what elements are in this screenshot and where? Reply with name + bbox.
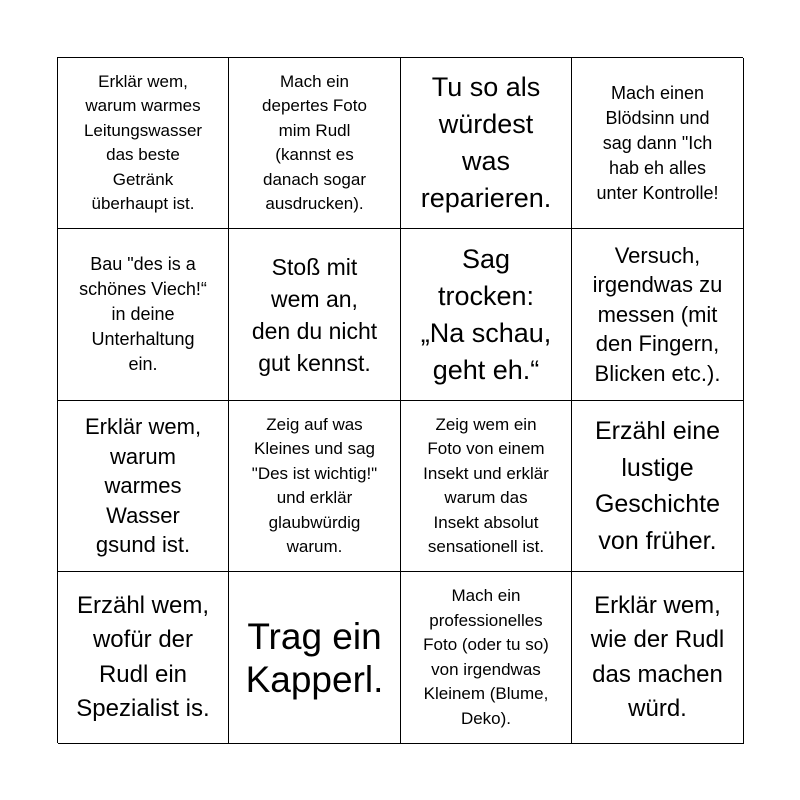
bingo-cell-text: Versuch, irgendwas zu messen (mit den Fingern, Blicken etc.).: [592, 242, 723, 386]
bingo-cell-5[interactable]: [58, 229, 229, 401]
bingo-cell-text: Erklär wem, warum warmes Wasser gsund ist.: [84, 414, 202, 558]
bingo-cell-11[interactable]: [401, 401, 572, 572]
bingo-cell-text: Sag trocken: „Na schau, geht eh.“: [420, 243, 552, 385]
bingo-cell-text: Mach einen Blödsinn und sag dann "Ich hab eh alles unter Kontrolle!: [596, 82, 719, 203]
bingo-cell-14[interactable]: [229, 572, 401, 744]
bingo-cell-12[interactable]: [572, 401, 744, 572]
bingo-cell-text: Tu so als würdest was reparieren.: [420, 72, 552, 213]
bingo-cell-6[interactable]: [229, 229, 401, 401]
bingo-cell-1[interactable]: [58, 58, 229, 229]
bingo-cell-9[interactable]: [58, 401, 229, 572]
bingo-cell-text: Stoß mit wem an, den du nicht gut kennst.: [251, 253, 378, 376]
bingo-cell-3[interactable]: [401, 58, 572, 229]
bingo-cell-text: Mach ein professionelles Foto (oder tu so) von irgendwas Kleinem (Blume, Deko).: [423, 586, 549, 728]
bingo-cell-text: Mach ein depertes Foto mim Rudl (kannst es danach sogar ausdrucken).: [262, 71, 367, 213]
bingo-cell-text: Erklär wem, wie der Rudl das machen würd.: [590, 591, 725, 722]
bingo-cell-text: Zeig auf was Kleines und sag "Des ist wichtig!" und erklär glaubwürdig warum.: [251, 414, 378, 556]
bingo-cell-13[interactable]: [58, 572, 229, 744]
bingo-cell-16[interactable]: [572, 572, 744, 744]
bingo-cell-2[interactable]: [229, 58, 401, 229]
bingo-cell-8[interactable]: [572, 229, 744, 401]
bingo-cell-text: Bau "des is a schönes Viech!“ in deine Unterhaltung ein.: [79, 254, 207, 374]
bingo-board: [57, 57, 743, 743]
bingo-cell-7[interactable]: [401, 229, 572, 401]
bingo-cell-15[interactable]: [401, 572, 572, 744]
bingo-cell-10[interactable]: [229, 401, 401, 572]
bingo-cell-4[interactable]: [572, 58, 744, 229]
bingo-cell-text: Zeig wem ein Foto von einem Insekt und erklär warum das Insekt absolut sensationell ist.: [423, 414, 549, 556]
bingo-cell-text: Erzähl wem, wofür der Rudl ein Spezialist is.: [76, 591, 210, 722]
bingo-cell-text: Trag ein Kapperl.: [245, 615, 384, 700]
bingo-cell-text: Erklär wem, warum warmes Leitungswasser das beste Getränk überhaupt ist.: [83, 71, 203, 213]
bingo-cell-text: Erzähl eine lustige Geschichte von früher.: [594, 417, 721, 555]
